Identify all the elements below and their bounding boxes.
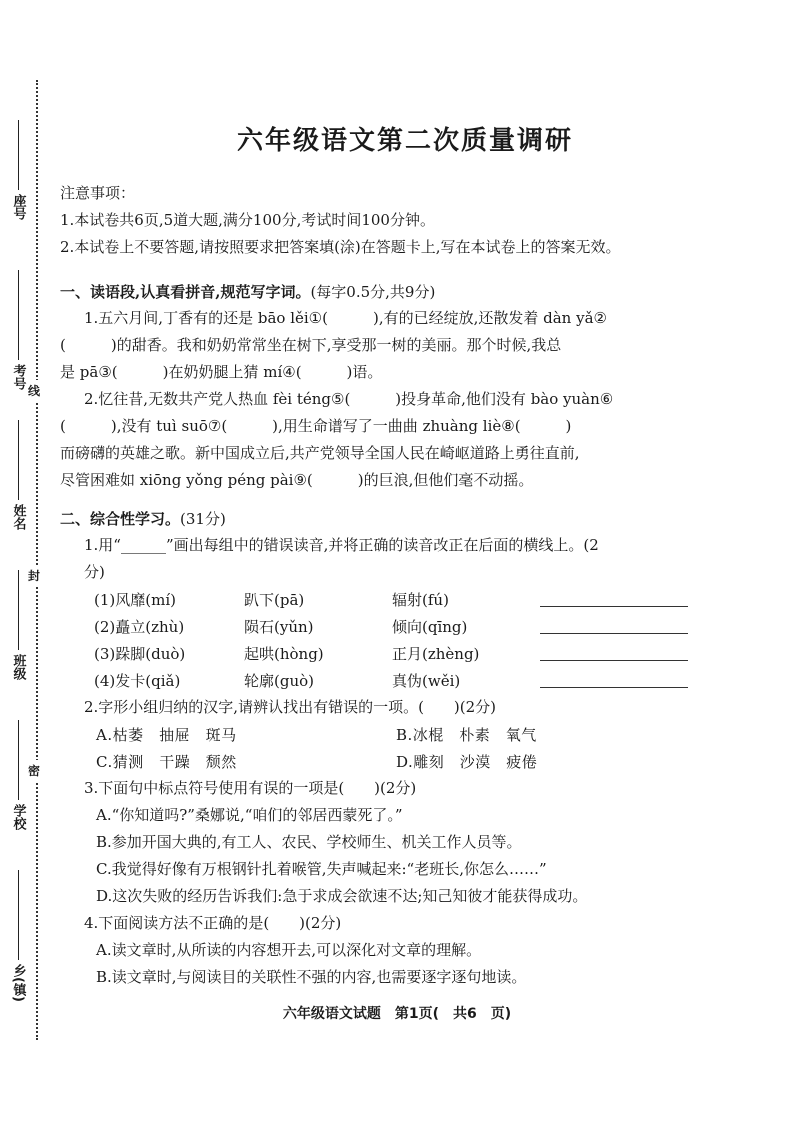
q1-word-table: [94, 586, 750, 694]
section-1-heading: 一、读语段,认真看拼音,规范写字词。: [60, 283, 311, 301]
word-cell: 趴下(pā): [244, 590, 305, 609]
option-row: [96, 748, 750, 775]
answer-line[interactable]: [540, 646, 688, 661]
notice-item-2: 2.本试卷上不要答题,请按照要求把答案填(涂)在答题卡上,写在本试卷上的答案无效。: [60, 238, 621, 256]
q2-options: [96, 721, 750, 775]
q2-title: 2.字形小组归纳的汉字,请辨认找出有错误的一项。( )(2分): [84, 698, 497, 716]
answer-line[interactable]: [540, 673, 688, 688]
option-c: C.猜测 干躁 颓然: [96, 752, 237, 771]
exam-number-field[interactable]: [4, 270, 32, 390]
option-row: [96, 721, 750, 748]
section-2-title: [60, 506, 750, 532]
answer-line[interactable]: [540, 592, 688, 607]
notice-item-1: 1.本试卷共6页,5道大题,满分100分,考试时间100分钟。: [60, 211, 435, 229]
s1-p2-line-1: 2.忆往昔,无数共产党人热血 fèi téng⑤( )投身革命,他们没有 bào yuàn⑥: [84, 390, 614, 408]
section-1-paragraph-1: [60, 305, 750, 386]
word-cell: 辐射(fú): [392, 590, 449, 609]
cut-dotted-line: [36, 80, 38, 1040]
seat-number-field[interactable]: [4, 120, 32, 220]
cut-mark-seal: 封: [28, 565, 40, 586]
s1-p1-line-3: 是 pā③( )在奶奶腿上猜 mí④( )语。: [60, 363, 383, 381]
option-c: C.我觉得好像有万根钢针扎着喉管,失声喊起来:“老班长,你怎么……”: [96, 860, 547, 878]
s1-p1-line-2: ( )的甜香。我和奶奶常常坐在树下,享受那一树的美丽。那个时候,我总: [60, 336, 562, 354]
q4-title: 4.下面阅读方法不正确的是( )(2分): [84, 914, 342, 932]
word-cell: (2)矗立(zhù): [94, 617, 185, 636]
class-field[interactable]: [4, 570, 32, 680]
word-cell: 陨石(yǔn): [244, 617, 314, 636]
q3-title: 3.下面句中标点符号使用有误的一项是( )(2分): [84, 779, 417, 797]
word-cell: (3)跺脚(duò): [94, 644, 186, 663]
q1-title: 1.用“______”画出每组中的错误读音,并将正确的读音改正在后面的横线上。(2: [84, 536, 599, 554]
cut-mark-secret: 密: [28, 760, 40, 781]
page-title: 六年级语文第二次质量调研: [236, 126, 573, 156]
word-cell: 真伪(wěi): [392, 671, 461, 690]
word-cell: 起哄(hòng): [244, 644, 324, 663]
s1-p2-line-2: ( ),没有 tuì suō⑦( ),用生命谱写了一曲曲 zhuàng liè⑧( ): [60, 417, 572, 435]
word-cell: (4)发卡(qiǎ): [94, 671, 181, 690]
q4-options: [96, 937, 750, 991]
binding-margin: [0, 80, 52, 1040]
school-label: 学校: [10, 804, 26, 830]
q1-title-cont: 分): [84, 563, 105, 581]
option-a: A.“你知道吗?”桑娜说,“咱们的邻居西蒙死了。”: [96, 806, 403, 824]
option-a: A.读文章时,从所读的内容想开去,可以深化对文章的理解。: [96, 941, 482, 959]
class-label: 班级: [10, 654, 26, 680]
option-b: B.参加开国大典的,有工人、农民、学校师生、机关工作人员等。: [96, 833, 522, 851]
town-field[interactable]: [4, 870, 32, 1002]
word-cell: 倾向(qīng): [392, 617, 468, 636]
option-b: B.冰棍 朴素 氧气: [396, 725, 537, 744]
notice-block: [60, 180, 750, 261]
q3-options: [96, 802, 750, 910]
section-2-score: (31分): [180, 510, 226, 528]
table-row: [94, 586, 750, 613]
section-1-title: [60, 279, 750, 305]
table-row: [94, 640, 750, 667]
option-d: D.雕刻 沙漠 疲倦: [396, 752, 538, 771]
seat-number-label: 座号: [10, 194, 26, 220]
option-a: A.枯萎 抽屉 斑马: [96, 725, 237, 744]
name-field[interactable]: [4, 420, 32, 530]
option-b: B.读文章时,与阅读目的关联性不强的内容,也需要逐字逐句地读。: [96, 968, 527, 986]
section-1-paragraph-2: [60, 386, 750, 494]
s1-p2-line-3: 而磅礴的英雄之歌。新中国成立后,共产党领导全国人民在崎岖道路上勇往直前,: [60, 444, 580, 462]
word-cell: 正月(zhèng): [392, 644, 480, 663]
page-footer: 六年级语文试题 第1页( 共6 页): [282, 1006, 512, 1022]
s1-p2-line-4: 尽管困难如 xiōng yǒng péng pài⑨( )的巨浪,但他们毫不动摇。: [60, 471, 534, 489]
notice-heading: 注意事项：: [60, 184, 136, 202]
cut-mark-line: 线: [28, 380, 40, 401]
option-d: D.这次失败的经历告诉我们:急于求成会欲速不达;知己知彼才能获得成功。: [96, 887, 588, 905]
section-2-heading: 二、综合性学习。: [60, 510, 181, 528]
table-row: [94, 613, 750, 640]
s1-p1-line-1: 1.五六月间,丁香有的还是 bāo lěi①( ),有的已经绽放,还散发着 dàn yǎ②: [84, 309, 607, 327]
town-label: 乡(镇): [10, 964, 26, 1002]
word-cell: 轮廓(guò): [244, 671, 314, 690]
exam-page: [60, 120, 750, 991]
answer-line[interactable]: [540, 619, 688, 634]
section-1-score: (每字0.5分,共9分): [310, 283, 436, 301]
table-row: [94, 667, 750, 694]
exam-number-label: 考号: [10, 364, 26, 390]
name-label: 姓名: [10, 504, 26, 530]
word-cell: (1)风靡(mí): [94, 590, 176, 609]
